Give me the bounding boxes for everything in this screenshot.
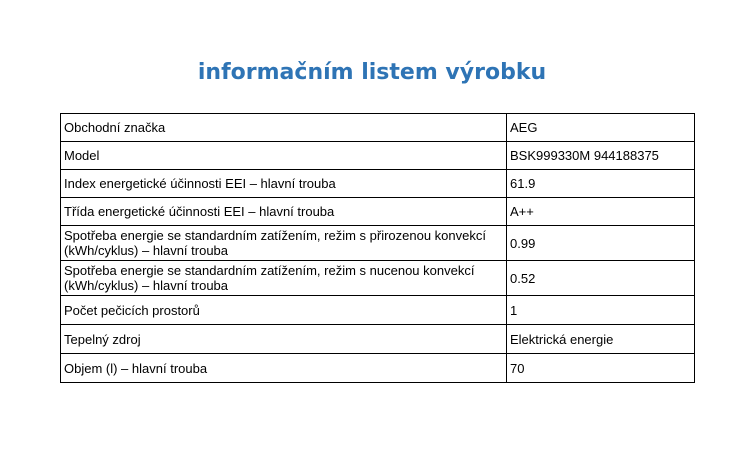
row-value: 1: [507, 296, 695, 325]
row-value: BSK999330M 944188375: [507, 142, 695, 170]
row-label: Obchodní značka: [61, 114, 507, 142]
row-value: Elektrická energie: [507, 325, 695, 354]
row-value: 61.9: [507, 170, 695, 198]
table-row-model: [61, 142, 695, 170]
row-label: Index energetické účinnosti EEI – hlavní trouba: [61, 170, 507, 198]
row-value: 0.99: [507, 226, 695, 261]
table-row-energy-natural: [61, 226, 695, 261]
table-row-cavities: [61, 296, 695, 325]
table-row-heat-source: [61, 325, 695, 354]
row-value: AEG: [507, 114, 695, 142]
product-info-table: [60, 113, 695, 383]
row-label: Objem (l) – hlavní trouba: [61, 354, 507, 383]
row-label: Model: [61, 142, 507, 170]
row-label: Tepelný zdroj: [61, 325, 507, 354]
table-row-volume: [61, 354, 695, 383]
table-row-energy-forced: [61, 261, 695, 296]
row-label: Spotřeba energie se standardním zatížením, režim s přirozenou konvekcí (kWh/cyklus) – hlavní trouba: [61, 226, 507, 261]
table-row-eei-class: [61, 198, 695, 226]
row-label: Třída energetické účinnosti EEI – hlavní trouba: [61, 198, 507, 226]
table-row-eei-index: [61, 170, 695, 198]
row-label: Spotřeba energie se standardním zatížením, režim s nucenou konvekcí (kWh/cyklus) – hlavní trouba: [61, 261, 507, 296]
row-value: 0.52: [507, 261, 695, 296]
row-value: A++: [507, 198, 695, 226]
table-row-brand: [61, 114, 695, 142]
page-title: informačním listem výrobku: [197, 60, 547, 85]
row-label: Počet pečicích prostorů: [61, 296, 507, 325]
row-value: 70: [507, 354, 695, 383]
